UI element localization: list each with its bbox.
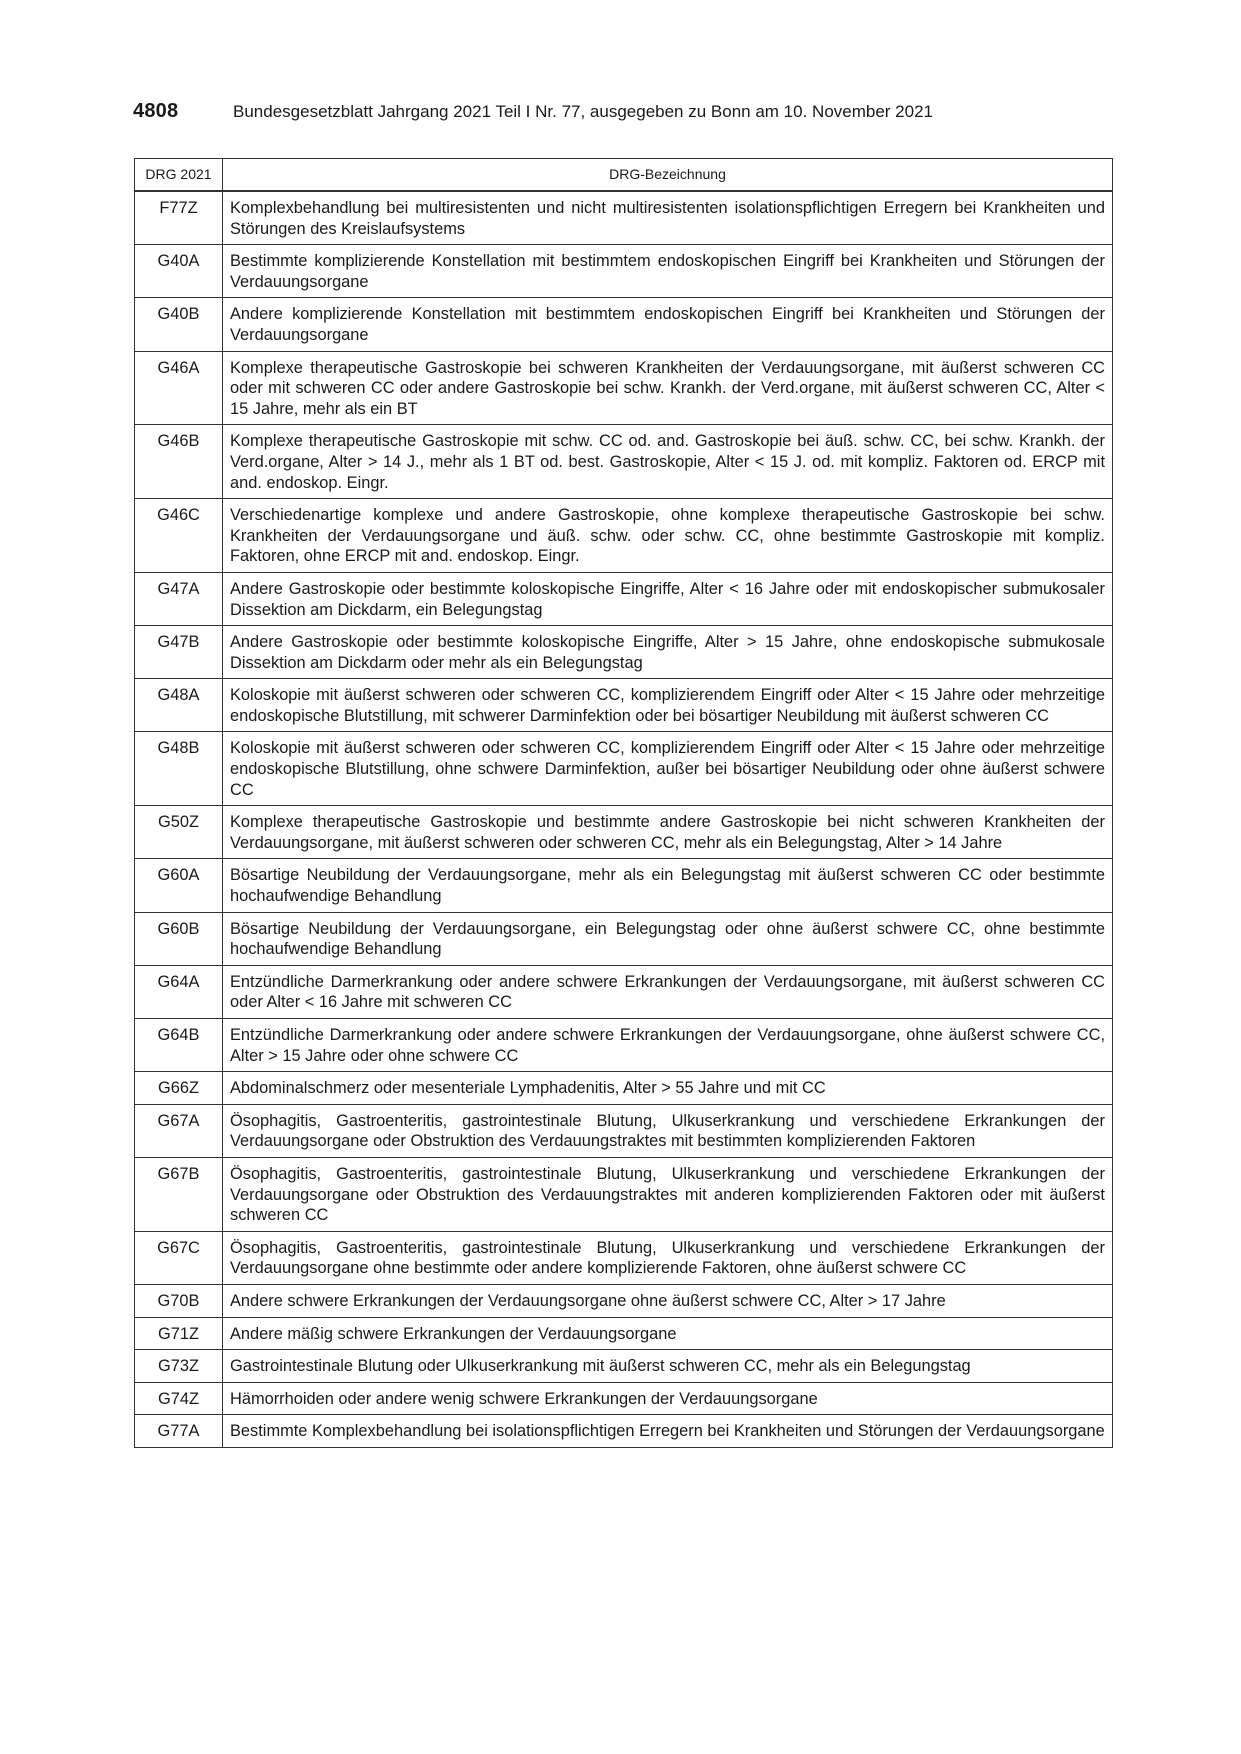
table-row [135,1019,1113,1072]
table-row [135,298,1113,351]
drg-description-cell: Bestimmte Komplexbehandlung bei isolationspflichtigen Erregern bei Krankheiten und Störungen der Verdauungsorgane [223,1415,1113,1448]
drg-code-cell: G50Z [135,806,223,859]
table-row [135,679,1113,732]
drg-description-cell: Komplexe therapeutische Gastroskopie bei schweren Krankheiten der Verdauungsorgane, mit äußerst schweren CC oder mit schweren CC oder andere Gastroskopie bei schw. Krankh. der Verd.organe, mit äußerst schweren CC, Alter < 15 Jahre, mehr als ein BT [223,351,1113,425]
drg-code-cell: G48B [135,732,223,806]
table-row [135,732,1113,806]
drg-code-cell: G64B [135,1019,223,1072]
drg-description-cell: Verschiedenartige komplexe und andere Gastroskopie, ohne komplexe therapeutische Gastroskopie bei schw. Krankheiten der Verdauungsorgane und äuß. schw. oder schw. CC, ohne bestimmte Gastroskopie mit kompliz. Faktoren, ohne ERCP mit and. endoskop. Eingr. [223,499,1113,573]
table-header-row [135,159,1113,192]
journal-title: Bundesgesetzblatt Jahrgang 2021 Teil I Nr. 77, ausgegeben zu Bonn am 10. November 2021 [233,102,933,121]
drg-code-cell: G40B [135,298,223,351]
drg-description-cell: Koloskopie mit äußerst schweren oder schweren CC, komplizierendem Eingriff oder Alter < 15 Jahre oder mehrzeitige endoskopische Blutstillung, mit schwerer Darminfektion oder bei bösartiger Neubildung mit äußerst schweren CC [223,679,1113,732]
drg-code-cell: G67B [135,1157,223,1231]
table-row [135,1104,1113,1157]
table-row [135,1072,1113,1105]
drg-description-cell: Ösophagitis, Gastroenteritis, gastrointestinale Blutung, Ulkuserkrankung und verschiedene Erkrankungen der Verdauungsorgane ohne bestimmte oder andere komplizierende Faktoren, ohne äußerst schwere CC [223,1231,1113,1284]
drg-description-cell: Koloskopie mit äußerst schweren oder schweren CC, komplizierendem Eingriff oder Alter < 15 Jahre oder mehrzeitige endoskopische Blutstillung, ohne schwere Darminfektion, außer bei bösartiger Neubildung oder ohne äußerst schwere CC [223,732,1113,806]
table-row [135,1157,1113,1231]
table-row [135,1350,1113,1383]
drg-description-cell: Bestimmte komplizierende Konstellation mit bestimmtem endoskopischen Eingriff bei Krankheiten und Störungen der Verdauungsorgane [223,245,1113,298]
table-row [135,191,1113,245]
table-row [135,245,1113,298]
table-row [135,965,1113,1018]
drg-description-cell: Bösartige Neubildung der Verdauungsorgane, ein Belegungstag oder ohne äußerst schwere CC, ohne bestimmte hochaufwendige Behandlung [223,912,1113,965]
drg-description-cell: Gastrointestinale Blutung oder Ulkuserkrankung mit äußerst schweren CC, mehr als ein Belegungstag [223,1350,1113,1383]
table-row [135,626,1113,679]
table-body [135,191,1113,1447]
drg-code-cell: G64A [135,965,223,1018]
drg-description-cell: Hämorrhoiden oder andere wenig schwere Erkrankungen der Verdauungsorgane [223,1382,1113,1415]
drg-code-cell: G71Z [135,1317,223,1350]
drg-description-cell: Bösartige Neubildung der Verdauungsorgane, mehr als ein Belegungstag mit äußerst schweren CC oder bestimmte hochaufwendige Behandlung [223,859,1113,912]
table-row [135,425,1113,499]
drg-description-cell: Andere Gastroskopie oder bestimmte koloskopische Eingriffe, Alter < 16 Jahre oder mit endoskopischer submukosaler Dissektion am Dickdarm, ein Belegungstag [223,572,1113,625]
drg-code-cell: G46A [135,351,223,425]
drg-code-cell: G73Z [135,1350,223,1383]
drg-code-cell: G74Z [135,1382,223,1415]
drg-code-cell: G60B [135,912,223,965]
table-row [135,1231,1113,1284]
drg-code-cell: G40A [135,245,223,298]
page-number: 4808 [133,100,179,122]
drg-code-cell: G47A [135,572,223,625]
table-row [135,351,1113,425]
drg-table [134,158,1113,1448]
drg-code-cell: G66Z [135,1072,223,1105]
drg-code-cell: G67A [135,1104,223,1157]
table-row [135,912,1113,965]
table-row [135,499,1113,573]
table-row [135,1382,1113,1415]
column-header-code: DRG 2021 [135,159,223,192]
drg-code-cell: F77Z [135,191,223,245]
table-row [135,1415,1113,1448]
table-row [135,859,1113,912]
drg-code-cell: G46C [135,499,223,573]
drg-description-cell: Abdominalschmerz oder mesenteriale Lymphadenitis, Alter > 55 Jahre und mit CC [223,1072,1113,1105]
drg-description-cell: Andere komplizierende Konstellation mit bestimmtem endoskopischen Eingriff bei Krankheiten und Störungen der Verdauungsorgane [223,298,1113,351]
drg-description-cell: Komplexe therapeutische Gastroskopie mit schw. CC od. and. Gastroskopie bei äuß. schw. CC, bei schw. Krankh. der Verd.organe, Alter > 14 J., mehr als 1 BT od. best. Gastroskopie, Alter < 15 J. od. mit kompliz. Faktoren od. ERCP mit and. endoskop. Eingr. [223,425,1113,499]
drg-description-cell: Ösophagitis, Gastroenteritis, gastrointestinale Blutung, Ulkuserkrankung und verschiedene Erkrankungen der Verdauungsorgane oder Obstruktion des Verdauungstraktes mit bestimmten komplizierenden Faktoren [223,1104,1113,1157]
drg-description-cell: Ösophagitis, Gastroenteritis, gastrointestinale Blutung, Ulkuserkrankung und verschiedene Erkrankungen der Verdauungsorgane oder Obstruktion des Verdauungstraktes mit anderen komplizierenden Faktoren oder mit äußerst schweren CC [223,1157,1113,1231]
drg-description-cell: Komplexe therapeutische Gastroskopie und bestimmte andere Gastroskopie bei nicht schweren Krankheiten der Verdauungsorgane, mit äußerst schweren oder schweren CC, mehr als ein Belegungstag, Alter > 14 Jahre [223,806,1113,859]
drg-description-cell: Komplexbehandlung bei multiresistenten und nicht multiresistenten isolationspflichtigen Erregern bei Krankheiten und Störungen des Kreislaufsystems [223,191,1113,245]
drg-description-cell: Andere schwere Erkrankungen der Verdauungsorgane ohne äußerst schwere CC, Alter > 17 Jahre [223,1284,1113,1317]
drg-code-cell: G67C [135,1231,223,1284]
drg-description-cell: Entzündliche Darmerkrankung oder andere schwere Erkrankungen der Verdauungsorgane, ohne äußerst schwere CC, Alter > 15 Jahre oder ohne schwere CC [223,1019,1113,1072]
table-row [135,806,1113,859]
column-header-description: DRG-Bezeichnung [223,159,1113,192]
drg-code-cell: G48A [135,679,223,732]
drg-code-cell: G70B [135,1284,223,1317]
drg-description-cell: Andere mäßig schwere Erkrankungen der Verdauungsorgane [223,1317,1113,1350]
drg-code-cell: G47B [135,626,223,679]
table-row [135,572,1113,625]
table-row [135,1284,1113,1317]
page-header [133,100,1113,126]
drg-description-cell: Entzündliche Darmerkrankung oder andere schwere Erkrankungen der Verdauungsorgane, mit äußerst schweren CC oder Alter < 16 Jahre mit schweren CC [223,965,1113,1018]
drg-code-cell: G77A [135,1415,223,1448]
drg-code-cell: G46B [135,425,223,499]
table-row [135,1317,1113,1350]
drg-code-cell: G60A [135,859,223,912]
drg-description-cell: Andere Gastroskopie oder bestimmte koloskopische Eingriffe, Alter > 15 Jahre, ohne endoskopische submukosale Dissektion am Dickdarm oder mehr als ein Belegungstag [223,626,1113,679]
